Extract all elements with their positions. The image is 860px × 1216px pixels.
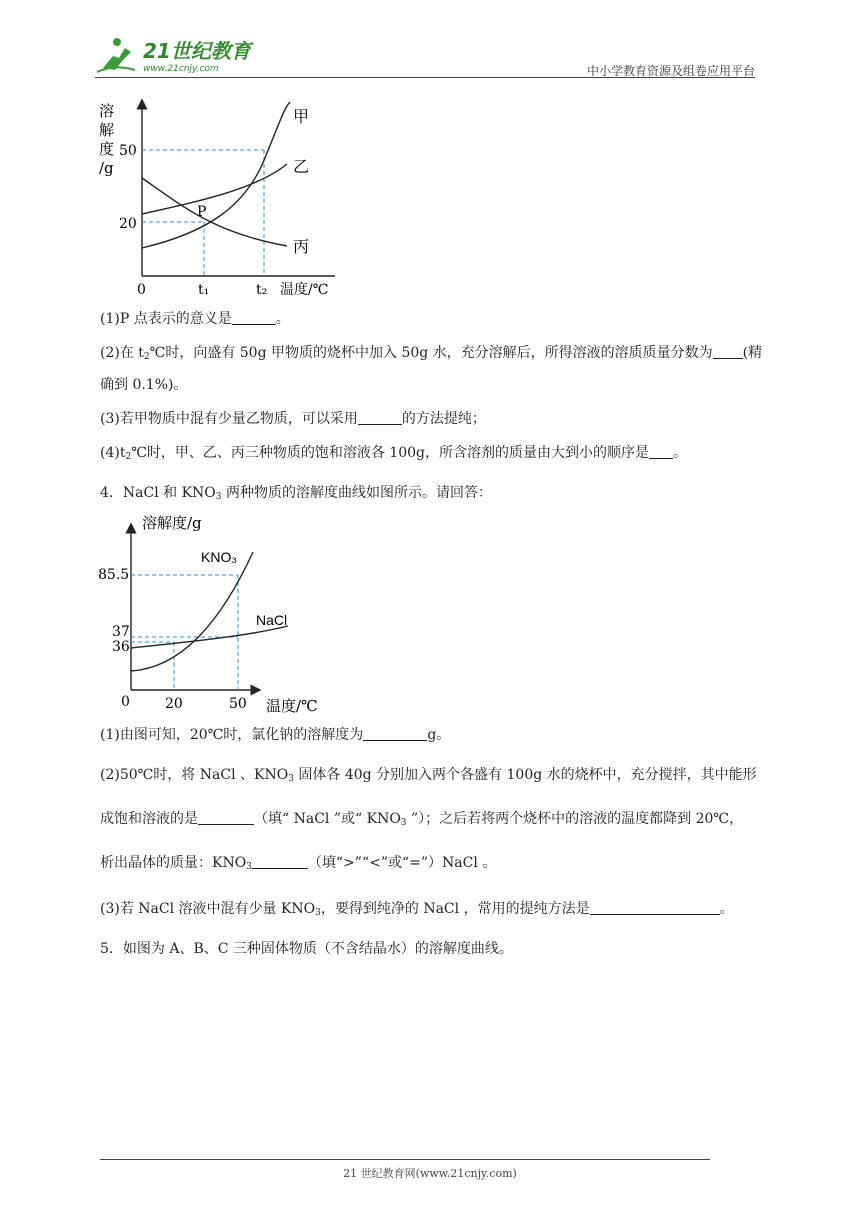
q3-item-3-text-b: 的方法提纯； (401, 411, 486, 427)
q4-intro-a: 4．NaCl 和 KNO (100, 485, 216, 501)
q3-item-4-text-b: ℃时，甲、乙、丙三种物质的饱和溶液各 100g，所含溶剂的质量由大到小的顺序是 (131, 445, 649, 461)
x-tick-t2: t₂ (256, 282, 268, 298)
curve-kno3 (131, 552, 253, 671)
q3-item-1 (100, 309, 290, 329)
q3-item-4-end: 。 (673, 445, 687, 461)
curve-yi (142, 164, 287, 214)
q4-item-2-text-c: 成饱和溶液的是 (100, 811, 198, 827)
y-tick-50: 50 (119, 143, 137, 159)
y-label-char-2: 解 (99, 121, 115, 139)
curve-label-jia: 甲 (293, 107, 310, 126)
header-platform-text: 中小学教育资源及组卷应用平台 (586, 64, 755, 78)
q3-item-3-text-a: (3)若甲物质中混有少量乙物质，可以采用 (100, 411, 358, 427)
q4-item-1 (100, 725, 450, 745)
y-label-char-3: 度 (99, 140, 115, 158)
y-label-char-1: 溶 (99, 102, 115, 120)
q4-item-2-text-g: （填“>”“<”或“=”）NaCl 。 (307, 855, 497, 871)
q4-item-3-text-a: (3)若 NaCl 溶液中混有少量 KNO (100, 901, 316, 917)
x-tick-20: 20 (165, 696, 183, 712)
q4-item-3-text-b: ，要得到纯净的 NaCl ，常用的提纯方法是 (320, 901, 590, 917)
q4-intro-b: 两种物质的溶解度曲线如图所示。请回答： (221, 485, 492, 501)
q4-item-2-text-d: （填“ NaCl ”或“ KNO (254, 811, 401, 827)
answer-blank[interactable] (649, 444, 673, 459)
subscript: 3 (315, 908, 321, 918)
answer-blank[interactable] (363, 726, 427, 741)
q3-item-4-text-a: (4)t (100, 445, 126, 461)
q4-item-1-text-a: (1)由图可知，20℃时，氯化钠的溶解度为 (100, 727, 364, 743)
y-label-char-4: /g (99, 159, 114, 177)
q5-intro: 5．如图为 A、B、C 三种固体物质（不含结晶水）的溶解度曲线。 (100, 941, 513, 957)
logo-title: 21世纪教育 (143, 39, 251, 63)
subscript: 3 (400, 818, 407, 828)
q4-item-1-text-b: g。 (427, 727, 451, 743)
solubility-chart-2 (98, 508, 348, 718)
subscript: 3 (246, 862, 252, 872)
q4-item-3-end: 。 (719, 901, 734, 917)
q4-item-2-text-e: ”）；之后若将两个烧杯中的溶液的温度都降到 20℃， (406, 811, 744, 827)
q3-item-2-cont: 确到 0.1%)。 (100, 377, 188, 393)
runner-icon (97, 38, 135, 72)
q4-item-2 (100, 765, 757, 789)
answer-blank[interactable] (713, 344, 743, 359)
point-p-label: P (197, 204, 207, 220)
footer-divider (100, 1159, 710, 1160)
site-logo (95, 34, 265, 76)
x-tick-t1: t₁ (198, 282, 210, 298)
x-axis-label: 温度/℃ (266, 697, 318, 715)
solubility-chart-1 (95, 98, 355, 303)
series-label-kno3: KNO₃ (201, 549, 238, 565)
logo-url: www.21cnjy.com (143, 64, 219, 74)
page-footer: 21 世纪教育网(www.21cnjy.com) (343, 1167, 517, 1180)
y-tick-20: 20 (119, 216, 137, 232)
answer-blank[interactable] (590, 900, 720, 915)
curve-label-bing: 丙 (293, 237, 310, 256)
q3-item-3 (100, 409, 486, 429)
curve-label-yi: 乙 (293, 157, 310, 176)
q4-intro (100, 483, 492, 507)
q4-item-2-text-f: 析出晶体的质量：KNO (100, 855, 247, 871)
curve-bing (142, 178, 287, 246)
answer-blank[interactable] (198, 810, 254, 825)
header-divider (95, 77, 755, 78)
y-axis-label: 溶解度/g (142, 514, 202, 532)
q4-item-3 (100, 899, 734, 923)
x-axis-label: 温度/℃ (280, 282, 329, 298)
q3-item-2-text-b: ℃时，向盛有 50g 甲物质的烧杯中加入 50g 水，充分溶解后，所得溶液的溶质质量分数为 (149, 345, 713, 361)
q3-item-2-text-a: (2)在 t (100, 345, 144, 361)
q3-item-1-end: 。 (275, 311, 290, 327)
y-tick-37: 37 (112, 624, 130, 640)
q3-item-1-text: (1)P 点表示的意义是 (100, 311, 232, 327)
q4-item-2-text-b: 固体各 40g 分别加入两个各盛有 100g 水的烧杯中，充分搅拌，其中能形 (293, 767, 757, 783)
q4-item-2-text-a: (2)50℃时，将 NaCl 、KNO (100, 767, 289, 783)
subscript: 3 (215, 492, 222, 502)
origin-label: 0 (121, 694, 130, 710)
x-tick-50: 50 (229, 696, 247, 712)
page-header (95, 30, 755, 80)
subscript: 2 (125, 452, 132, 462)
answer-blank[interactable] (358, 410, 402, 425)
q3-item-4 (100, 443, 687, 467)
series-label-nacl: NaCl (256, 612, 288, 628)
subscript: 2 (143, 352, 150, 362)
q3-item-2 (100, 343, 762, 367)
q3-item-2-text-c: (精 (742, 345, 763, 361)
subscript: 3 (288, 774, 294, 784)
y-tick-85-5: 85.5 (98, 567, 130, 583)
y-tick-36: 36 (112, 639, 130, 655)
q4-item-2-line-2 (100, 809, 743, 833)
origin-label: 0 (137, 282, 146, 298)
answer-blank[interactable] (232, 310, 276, 325)
answer-blank[interactable] (252, 854, 308, 869)
q4-item-2-line-3 (100, 853, 496, 877)
curve-jia (142, 102, 290, 248)
